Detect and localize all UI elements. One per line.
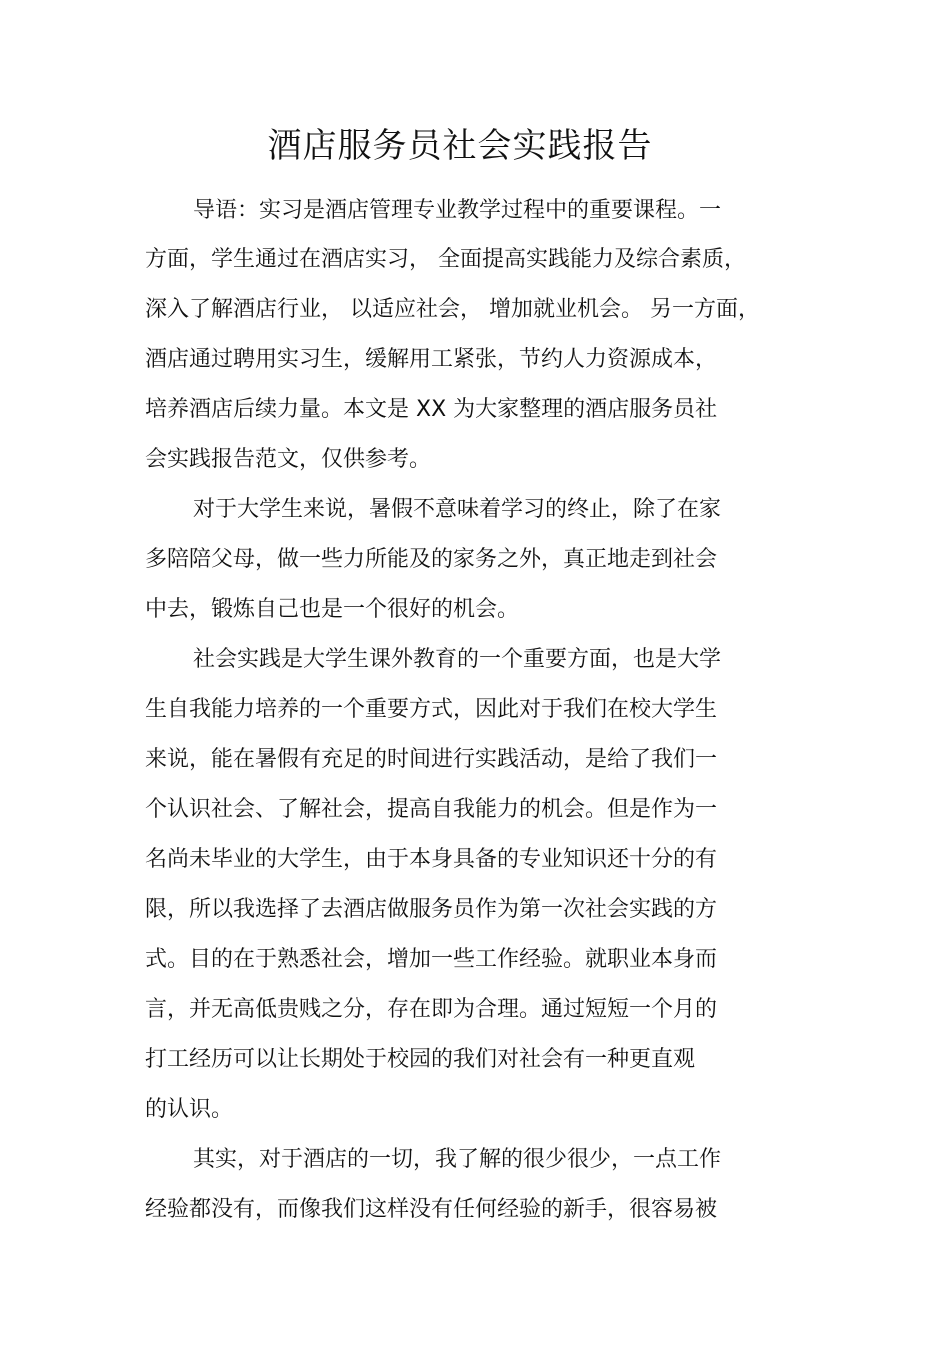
- paragraph-line: 多陪陪父母，做一些力所能及的家务之外，真正地走到社会: [145, 547, 718, 572]
- paragraph-line: 个认识社会、了解社会，提高自我能力的机会。但是作为一: [145, 797, 718, 822]
- paragraph-line: 经验都没有，而像我们这样没有任何经验的新手，很容易被: [145, 1197, 718, 1222]
- paragraph-line: 培养酒店后续力量。本文是 XX 为大家整理的酒店服务员社: [145, 397, 718, 422]
- paragraph-line: 生自我能力培养的一个重要方式，因此对于我们在校大学生: [145, 697, 718, 722]
- paragraph-line: 导语：实习是酒店管理专业教学过程中的重要课程。一: [193, 198, 722, 223]
- paragraph-line: 言，并无高低贵贱之分，存在即为合理。通过短短一个月的: [145, 997, 718, 1022]
- paragraph-line: 中去，锻炼自己也是一个很好的机会。: [145, 597, 520, 622]
- paragraph-line: 会实践报告范文，仅供参考。: [145, 447, 432, 472]
- paragraph-line: 其实，对于酒店的一切，我了解的很少很少，一点工作: [193, 1147, 722, 1172]
- paragraph-line: 酒店通过聘用实习生，缓解用工紧张，节约人力资源成本，: [145, 347, 718, 372]
- paragraph-line: 式。目的在于熟悉社会，增加一些工作经验。就职业本身而: [145, 947, 718, 972]
- paragraph-line: 的认识。: [145, 1097, 234, 1122]
- paragraph-line: 名尚未毕业的大学生，由于本身具备的专业知识还十分的有: [145, 847, 718, 872]
- document-title: 酒店服务员社会实践报告: [267, 126, 653, 166]
- paragraph-line: 对于大学生来说，暑假不意味着学习的终止，除了在家: [193, 497, 722, 522]
- paragraph-line: 方面，学生通过在酒店实习， 全面提高实践能力及综合素质，: [145, 247, 746, 272]
- paragraph-line: 社会实践是大学生课外教育的一个重要方面，也是大学: [193, 647, 722, 672]
- paragraph-line: 深入了解酒店行业， 以适应社会， 增加就业机会。 另一方面，: [145, 297, 760, 322]
- paragraph-line: 限，所以我选择了去酒店做服务员作为第一次社会实践的方: [145, 897, 718, 922]
- paragraph-line: 打工经历可以让长期处于校园的我们对社会有一种更直观: [145, 1047, 696, 1072]
- paragraph-line: 来说，能在暑假有充足的时间进行实践活动，是给了我们一: [145, 747, 718, 772]
